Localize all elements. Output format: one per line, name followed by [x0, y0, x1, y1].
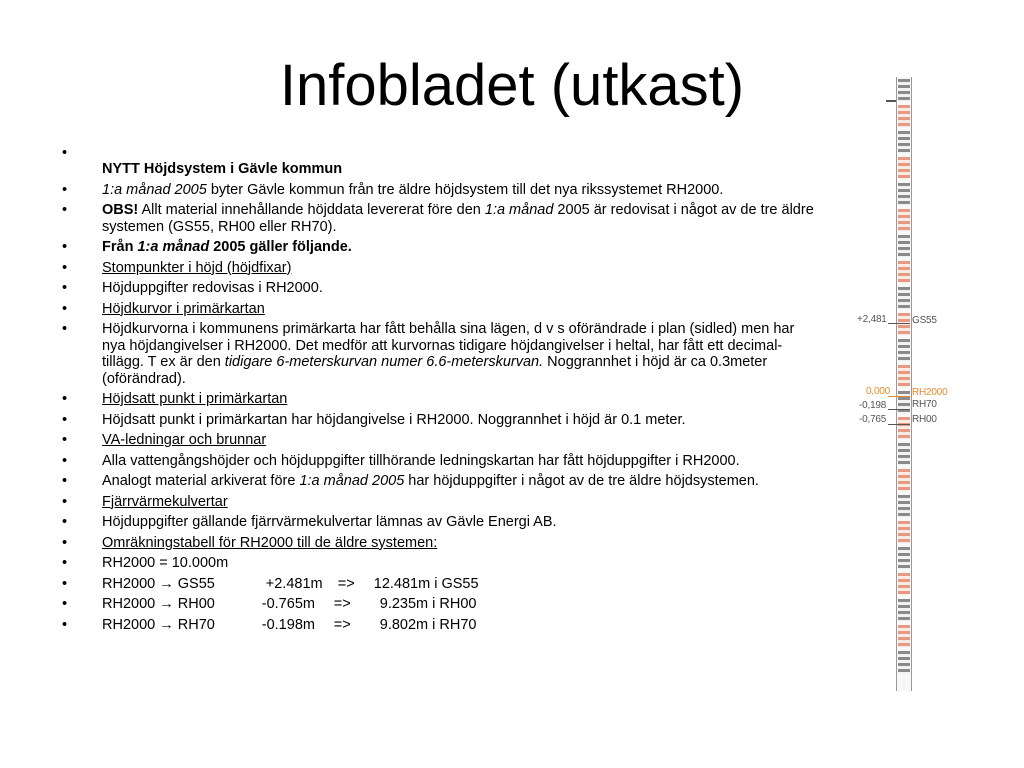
- bullet-glyph: •: [62, 202, 68, 218]
- bullet-glyph: •: [62, 596, 68, 612]
- rod-graduation-segment: [898, 235, 910, 257]
- item-text: Höjduppgifter redovisas i RH2000.: [102, 280, 323, 296]
- bullet-glyph: •: [62, 534, 68, 551]
- result-value: 9.235m i RH00: [379, 596, 477, 612]
- rod-graduation-segment: [898, 209, 910, 231]
- to-system: RH70: [177, 616, 215, 633]
- date-text: 1:a månad: [137, 239, 210, 255]
- rod-level-line: [888, 424, 910, 425]
- result-arrow: =>: [333, 596, 351, 612]
- result-arrow: =>: [333, 616, 351, 633]
- result-arrow: =>: [337, 575, 355, 592]
- rod-graduation-segment: [898, 443, 910, 465]
- rod-graduation-segment: [898, 157, 910, 179]
- list-item: [60, 391, 820, 408]
- arrow-icon: →: [159, 616, 174, 633]
- bullet-glyph: •: [62, 493, 68, 510]
- list-item: [60, 412, 820, 429]
- date-text: 1:a månad 2005: [299, 473, 405, 489]
- rod-level-line: [888, 409, 910, 410]
- bullet-glyph: •: [62, 145, 68, 161]
- rod-graduation-segment: [898, 131, 910, 153]
- to-system: RH00: [177, 596, 215, 612]
- result-value: 9.802m i RH70: [379, 616, 477, 633]
- rod-graduation-segment: [898, 417, 910, 439]
- bullet-glyph: •: [62, 259, 68, 276]
- rod-value-label: -0,198: [859, 400, 887, 411]
- subheading-hojdkurvor: Höjdkurvor i primärkartan: [102, 300, 265, 317]
- list-item: [60, 260, 820, 277]
- rod-value-label: 0,000: [866, 386, 891, 397]
- rod-value-label: -0,765: [859, 414, 887, 425]
- rod-level-line: [888, 323, 910, 324]
- list-item: [60, 202, 820, 235]
- bullet-glyph: •: [62, 452, 68, 469]
- item-text: 2005 gäller följande.: [209, 239, 352, 255]
- list-item: [60, 473, 820, 490]
- list-item: [60, 321, 820, 387]
- to-system: GS55: [177, 575, 215, 592]
- bullet-glyph: •: [62, 514, 68, 530]
- date-text: 1:a månad: [484, 202, 554, 218]
- slide-title: Infobladet (utkast): [279, 53, 745, 118]
- arrow-icon: →: [159, 596, 174, 612]
- item-text: har höjduppgifter i något av de tre äldre höjdsystemen.: [404, 473, 759, 489]
- list-item: [60, 494, 820, 511]
- bullet-glyph: •: [62, 300, 68, 317]
- conversion-row: [60, 617, 820, 634]
- rod-graduation-segment: [898, 599, 910, 621]
- rod-graduation-segment: [898, 365, 910, 387]
- bullet-glyph: •: [62, 555, 68, 571]
- rod-graduation-segment: [898, 547, 910, 569]
- rod-graduation-segment: [898, 287, 910, 309]
- obs-label: OBS!: [102, 202, 139, 218]
- bullet-glyph: •: [62, 321, 68, 337]
- bullet-glyph: •: [62, 432, 68, 448]
- item-text: byter Gävle kommun från tre äldre höjdsystem till det nya rikssystemet RH2000.: [206, 181, 724, 198]
- emphasis-text: tidigare 6-meterskurvan numer 6.6-meterskurvan.: [224, 354, 544, 370]
- list-item: [60, 514, 820, 531]
- rod-graduation-segment: [898, 573, 910, 595]
- offset-value: -0.765m: [261, 596, 315, 612]
- rod-graduation-segment: [898, 625, 910, 647]
- section-heading: NYTT Höjdsystem i Gävle kommun: [102, 161, 343, 177]
- date-text: 1:a månad 2005: [102, 181, 207, 198]
- bullet-glyph: •: [62, 239, 68, 255]
- rod-level-line: [888, 396, 910, 397]
- rod-graduation-segment: [898, 469, 910, 491]
- list-item: [60, 182, 820, 199]
- list-item: [60, 239, 820, 256]
- item-text: Noggrannhet i höjd är ca 0.3meter (oförändrad).: [102, 354, 768, 387]
- list-item: [60, 432, 820, 449]
- bullet-glyph: •: [62, 391, 68, 407]
- subheading-stompunkter: Stompunkter i höjd (höjdfixar): [102, 259, 292, 276]
- rod-system-label: RH2000: [912, 387, 948, 398]
- item-text: RH2000 = 10.000m: [102, 555, 229, 571]
- rod-graduation-segment: [898, 521, 910, 543]
- bullet-glyph: •: [62, 473, 68, 489]
- rod-graduation-segment: [898, 313, 910, 335]
- measuring-rod-image: [896, 77, 912, 691]
- offset-value: +2.481m: [265, 575, 323, 592]
- rod-graduation-segment: [898, 495, 910, 517]
- bullet-list: [60, 145, 820, 637]
- conversion-row: [60, 576, 820, 593]
- from-system: RH2000: [102, 575, 156, 592]
- list-item: [60, 145, 820, 178]
- item-text: Höjdkurvorna i kommunens primärkarta har fått behålla sina lägen, d v s oförändrade i plan (sidled) men har nya höjdangivelser i RH2000. Det medför att kurvornas tidigare höjdangivelser i heltal, har fått ett decimal-tillägg. T ex är den: [102, 321, 795, 370]
- list-item: [60, 555, 820, 572]
- rod-graduation-segment: [898, 339, 910, 361]
- item-text: Allt material innehållande höjddata levererat före den: [138, 202, 485, 218]
- rod-graduation-segment: [898, 651, 910, 673]
- offset-value: -0.198m: [261, 616, 315, 633]
- rod-value-label: +2,481: [857, 314, 887, 325]
- rod-graduation-segment: [898, 183, 910, 205]
- subheading-omrakningstabell: Omräkningstabell för RH2000 till de äldre systemen:: [102, 534, 438, 551]
- from-system: RH2000: [102, 616, 156, 633]
- list-item: [60, 453, 820, 470]
- list-item: [60, 301, 820, 318]
- item-text: Höjdsatt punkt i primärkartan har höjdangivelse i RH2000. Noggrannhet i höjd är 0.1 meter.: [102, 411, 686, 428]
- item-text: Analogt material arkiverat före: [102, 473, 300, 489]
- rod-system-label: RH00: [912, 414, 937, 425]
- subheading-hojdsatt-punkt: Höjdsatt punkt i primärkartan: [102, 391, 288, 407]
- arrow-icon: →: [159, 575, 174, 592]
- item-text: Från: [102, 239, 138, 255]
- list-item: [60, 535, 820, 552]
- subheading-fjarrvarme: Fjärrvärmekulvertar: [102, 493, 228, 510]
- rod-system-label: GS55: [912, 315, 937, 326]
- item-text: 2005 är redovisat i något av de tre äldre systemen (GS55, RH00 eller RH70).: [102, 202, 814, 235]
- from-system: RH2000: [102, 596, 156, 612]
- item-text: Höjduppgifter gällande fjärrvärmekulvertar lämnas av Gävle Energi AB.: [102, 514, 557, 530]
- bullet-glyph: •: [62, 411, 68, 428]
- rod-graduation-segment: [898, 105, 910, 127]
- list-item: [60, 280, 820, 297]
- rod-graduation-segment: [898, 79, 910, 101]
- subheading-va-ledningar: VA-ledningar och brunnar: [102, 432, 267, 448]
- item-text: Alla vattengångshöjder och höjduppgifter tillhörande ledningskartan har fått höjduppgifter i RH2000.: [102, 452, 740, 469]
- conversion-row: [60, 596, 820, 613]
- rod-system-label: RH70: [912, 399, 937, 410]
- rod-graduation-segment: [898, 261, 910, 283]
- bullet-glyph: •: [62, 280, 68, 296]
- bullet-glyph: •: [62, 616, 68, 633]
- rod-top-marker: [886, 100, 896, 102]
- bullet-glyph: •: [62, 181, 68, 198]
- result-value: 12.481m i GS55: [373, 575, 479, 592]
- bullet-glyph: •: [62, 575, 68, 592]
